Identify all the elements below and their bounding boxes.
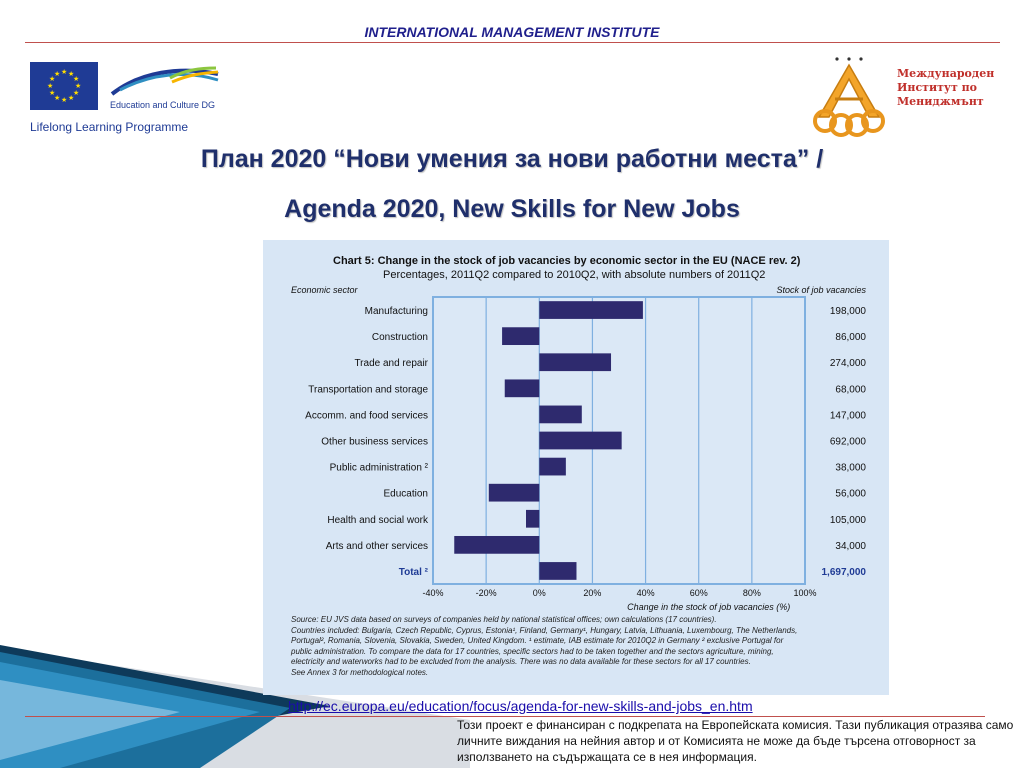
svg-text:★: ★ — [68, 70, 75, 78]
svg-text:★: ★ — [47, 82, 54, 90]
stock-value-label: 198,000 — [829, 306, 866, 318]
source-note-line: electricity and waterworks had to be excluded from the analysis. There was no data available for these sectors for all 17 countries. — [291, 657, 751, 666]
x-axis-label: Change in the stock of job vacancies (%) — [627, 602, 791, 612]
stock-value-label: 105,000 — [829, 514, 866, 526]
imi-line-2: Институт по — [897, 81, 978, 94]
chart-title: Chart 5: Change in the stock of job vacancies by economic sector in the EU (NACE rev. 2) — [333, 255, 801, 267]
category-label: Total ² — [398, 566, 428, 578]
left-column-header: Economic sector — [291, 285, 358, 295]
header-divider — [25, 42, 1000, 43]
source-note-line: public administration. To compare the data for 17 countries, specific sectors had to be taken together and the sectors agriculture, mining, — [291, 646, 774, 656]
stock-value-label: 274,000 — [829, 358, 866, 370]
bar — [539, 406, 582, 424]
svg-text:★: ★ — [75, 82, 82, 90]
right-column-header: Stock of job vacancies — [776, 285, 866, 295]
bar — [505, 379, 540, 397]
source-link[interactable]: http://ec.europa.eu/education/focus/agenda-for-new-skills-and-jobs_en.htm — [288, 698, 753, 714]
stock-value-label: 692,000 — [829, 436, 866, 448]
source-note-line: Source: EU JVS data based on surveys of companies held by national statistical offices; own calculations (17 countries). — [291, 615, 717, 624]
bar — [526, 510, 539, 528]
svg-text:★: ★ — [68, 94, 75, 102]
eu-flag-icon — [30, 62, 98, 110]
x-tick-label: -40% — [422, 588, 444, 598]
x-tick-label: 40% — [636, 588, 655, 598]
x-tick-label: 60% — [689, 588, 708, 598]
bar — [539, 301, 643, 319]
category-label: Trade and repair — [354, 358, 428, 370]
chart-source-notes — [291, 615, 886, 678]
stock-value-label: 86,000 — [835, 332, 866, 344]
stock-value-label: 56,000 — [835, 488, 866, 500]
bar — [502, 327, 539, 345]
chart-subtitle: Percentages, 2011Q2 compared to 2010Q2, with absolute numbers of 2011Q2 — [383, 269, 766, 281]
svg-text:★: ★ — [49, 89, 56, 97]
x-tick-label: 0% — [532, 588, 546, 598]
dg-label: Education and Culture DG — [110, 100, 216, 110]
x-tick-label: 20% — [583, 588, 602, 598]
chart-panel — [263, 240, 889, 695]
category-label: Health and social work — [327, 514, 428, 526]
bar — [539, 432, 621, 450]
category-label: Transportation and storage — [308, 384, 428, 396]
svg-text:★: ★ — [61, 96, 68, 104]
slide-title-line-2: Agenda 2020, New Skills for New Jobs — [284, 195, 740, 223]
bar — [539, 353, 611, 371]
vacancies-bar-chart — [263, 240, 889, 615]
x-tick-label: 100% — [793, 588, 817, 598]
bar — [454, 536, 539, 554]
stock-value-label: 1,697,000 — [821, 566, 866, 578]
stock-value-label: 68,000 — [835, 384, 866, 396]
category-label: Public administration ² — [329, 462, 428, 474]
eu-lifelong-learning-logo — [30, 62, 225, 137]
programme-label: Lifelong Learning Programme — [30, 120, 189, 134]
svg-text:★: ★ — [54, 94, 61, 102]
funding-disclaimer: Този проект е финансиран с подкрепата на Европейската комисия. Тази публикация отразява само личните виждания на нейния автор и от Комисията не може да бъде търсена отговорност за използването на съдържащата се в нея информация. — [457, 718, 1014, 764]
category-label: Accomm. and food services — [305, 410, 428, 422]
stock-value-label: 38,000 — [835, 462, 866, 474]
bar — [539, 562, 576, 580]
x-tick-label: 80% — [742, 588, 761, 598]
stock-value-label: 34,000 — [835, 540, 866, 552]
category-label: Manufacturing — [364, 306, 428, 318]
bar — [539, 458, 566, 476]
category-label: Arts and other services — [325, 540, 428, 552]
source-note-line: See Annex 3 for methodological notes. — [291, 667, 429, 677]
slide-title-line-1: План 2020 “Нови умения за нови работни места” / — [200, 145, 824, 173]
imi-line-1: Международен — [897, 67, 995, 80]
imi-line-3: Мениджмънт — [897, 95, 984, 108]
header-title: INTERNATIONAL MANAGEMENT INSTITUTE — [364, 24, 660, 40]
culture-dg-swoosh-icon — [110, 64, 222, 98]
category-label: Education — [383, 488, 428, 500]
category-label: Construction — [371, 332, 428, 344]
svg-text:★: ★ — [73, 89, 80, 97]
bar — [489, 484, 539, 502]
svg-text:★: ★ — [61, 68, 68, 76]
stock-value-label: 147,000 — [829, 410, 866, 422]
x-tick-label: -20% — [475, 588, 497, 598]
source-note-line: Portugal², Romania, Slovenia, Slovakia, Sweden, United Kingdom. ¹ estimate, IAB estimate for 2010Q2 in Germany ² exclusive Portugal for — [291, 636, 784, 645]
imi-emblem-icon — [805, 55, 895, 140]
svg-text:★: ★ — [73, 75, 80, 83]
svg-text:★: ★ — [49, 75, 56, 83]
source-note-line: Countries included: Bulgaria, Czech Republic, Cyprus, Estonia¹, Finland, Germany¹, Hungary, Latvia, Lithuania, Luxembourg, The Netherlands, — [291, 625, 798, 635]
category-label: Other business services — [321, 436, 428, 448]
svg-text:★: ★ — [54, 70, 61, 78]
imi-logo — [805, 55, 1015, 140]
